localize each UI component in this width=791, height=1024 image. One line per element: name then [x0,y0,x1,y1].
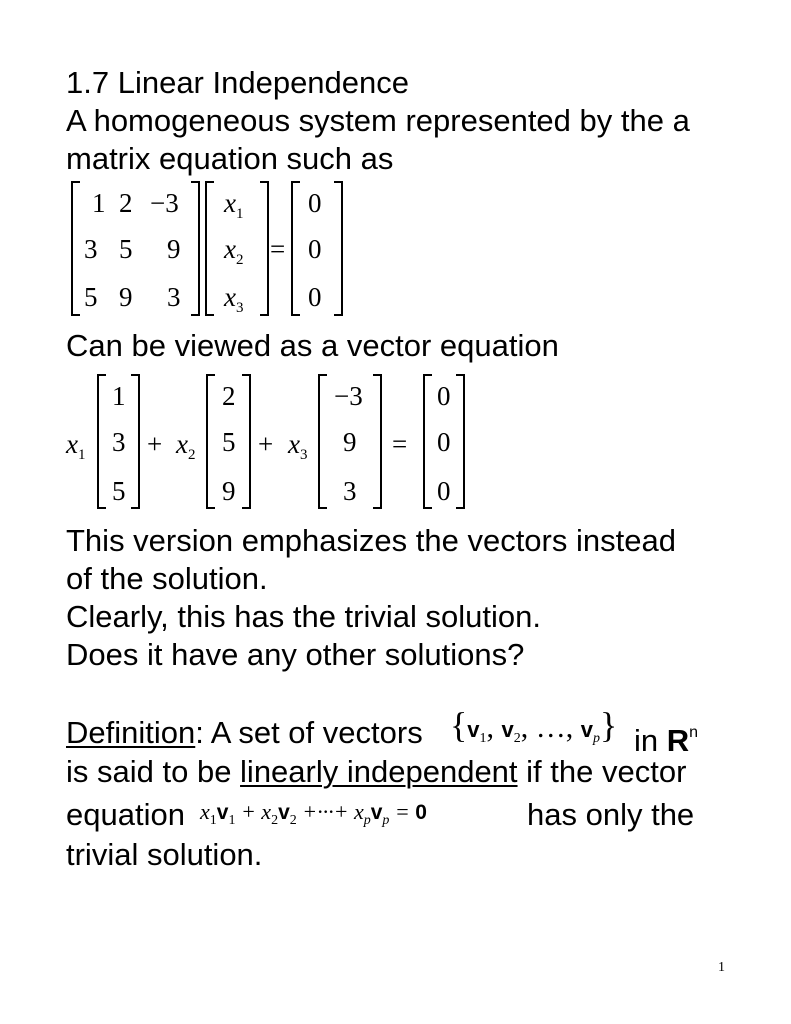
intro-line-2: matrix equation such as [66,141,394,176]
vector-entry: 3 [343,476,357,506]
matrix-a-cell: 5 [84,282,98,312]
definition-line-2: is said to be linearly independent if the vector [66,754,687,789]
vector-entry: −3 [334,381,363,411]
matrix-a-cell: 1 [92,188,106,218]
equals-sign: = [270,234,286,264]
page-number: 1 [718,960,725,975]
matrix-a-cell: 3 [167,282,181,312]
definition-intro: : A set of vectors [195,715,423,750]
matrix-a-cell: 5 [119,234,133,264]
matrix-b-cell: 0 [308,188,322,218]
vector-entry: 3 [112,427,126,457]
matrix-x-entry: $x_3$ [224,282,244,316]
question-line: Does it have any other solutions? [66,637,525,672]
intro-line-1: A homogeneous system represented by the a [66,103,690,138]
plus-sign: + [258,429,274,459]
emphasis-line-1: This version emphasizes the vectors instead [66,523,676,558]
matrix-a-cell: 3 [84,234,98,264]
linear-combination-equation: $x_1v_1 + x_2v_2$ +···+ $x_pv_p = 0$ [200,799,427,828]
zero-vector-entry: 0 [437,476,451,506]
zero-vector-entry: 0 [437,381,451,411]
emphasis-line-2: of the solution. [66,561,268,596]
coefficient-x2: $x_2$ [176,429,196,463]
zero-vector-entry: 0 [437,427,451,457]
plus-sign: + [147,429,163,459]
matrix-b-cell: 0 [308,234,322,264]
vector-intro: Can be viewed as a vector equation [66,328,559,363]
matrix-a-cell: 9 [167,234,181,264]
matrix-a-cell: 2 [119,188,133,218]
definition-space: in $R^n$ [634,723,699,758]
coefficient-x1: $x_1$ [66,429,86,463]
matrix-a-cell: 9 [119,282,133,312]
definition-line-3-suffix: has only the [527,797,695,832]
coefficient-x3: $x_3$ [288,429,308,463]
trivial-solution-line: Clearly, this has the trivial solution. [66,599,541,634]
vector-set-notation: {$v_1$, $v_2$, …, $v_p$} [450,705,618,746]
vector-entry: 9 [222,476,236,506]
definition-label: Definition [66,715,196,750]
vector-entry: 5 [222,427,236,457]
vector-entry: 2 [222,381,236,411]
vector-entry: 1 [112,381,126,411]
definition-line-3-prefix: equation [66,797,185,832]
definition-line-4: trivial solution. [66,837,263,872]
vector-entry: 9 [343,427,357,457]
matrix-b-cell: 0 [308,282,322,312]
linearly-independent-term: linearly independent [240,754,518,789]
definition-line-1 [66,714,423,752]
matrix-x-entry: $x_2$ [224,234,244,268]
equals-sign: = [392,429,408,459]
page-title: 1.7 Linear Independence [66,65,410,100]
matrix-x-entry: $x_1$ [224,188,244,222]
vector-entry: 5 [112,476,126,506]
matrix-a-cell: −3 [150,188,179,218]
